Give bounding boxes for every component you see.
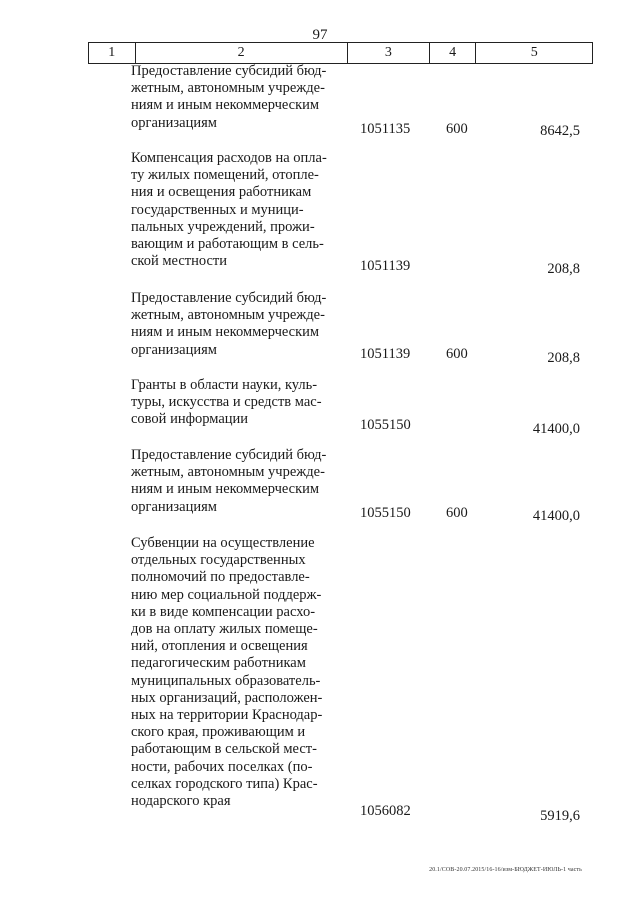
row-amount: 41400,0 [532, 508, 580, 524]
row-target-code: 1051135 [360, 121, 411, 137]
row-target-code: 1051139 [360, 346, 411, 362]
row-amount: 8642,5 [540, 123, 580, 139]
row-description: Гранты в области науки, куль- туры, искусства и средств мас- совой информации [131, 377, 322, 428]
row-description: Предоставление субсидий бюд- жетным, автономным учрежде- ниям и иным некоммерческим организациям [131, 290, 327, 358]
row-amount: 208,8 [547, 261, 580, 277]
page-number: 97 [312, 27, 328, 43]
row-expense-type: 600 [446, 346, 468, 362]
row-description: Компенсация расходов на опла- ту жилых помещений, отопле- ния и освещения работникам государственных и муници- пальных учреждений, прожи- вающим и работающим в сель- ской местности [131, 150, 327, 270]
column-header-2: 2 [135, 43, 347, 64]
column-header-4: 4 [429, 43, 476, 64]
row-amount: 5919,6 [540, 808, 580, 824]
row-amount: 41400,0 [532, 421, 580, 437]
row-target-code: 1055150 [360, 417, 411, 433]
row-target-code: 1056082 [360, 803, 411, 819]
row-amount: 208,8 [547, 350, 580, 366]
row-description: Субвенции на осуществление отдельных государственных полномочий по предоставле- нию мер социальной поддерж- ки в виде компенсации расхо- дов на оплату жилых помеще- ний, отопления и освещения педагогическим работникам муниципальных образователь- ных организаций, расположен- ных на территории Краснодар- ского края, проживающим и работающим в сельской мест- ности, рабочих поселках (по- селках городского типа) Крас- нодарского края [131, 535, 323, 810]
column-header-1: 1 [89, 43, 136, 64]
column-header-3: 3 [347, 43, 429, 64]
row-description: Предоставление субсидий бюд- жетным, автономным учрежде- ниям и иным некоммерческим организациям [131, 63, 327, 131]
footer-document-code: 20.1/СОВ-20.07.2015/16-16/изм-БЮДЖЕТ-ИЮЛЬ-1 часть [429, 867, 582, 873]
row-description: Предоставление субсидий бюд- жетным, автономным учрежде- ниям и иным некоммерческим организациям [131, 447, 327, 515]
row-target-code: 1051139 [360, 258, 411, 274]
row-target-code: 1055150 [360, 505, 411, 521]
column-header-5: 5 [476, 43, 593, 64]
row-expense-type: 600 [446, 121, 468, 137]
row-expense-type: 600 [446, 505, 468, 521]
column-header-row [88, 42, 593, 64]
